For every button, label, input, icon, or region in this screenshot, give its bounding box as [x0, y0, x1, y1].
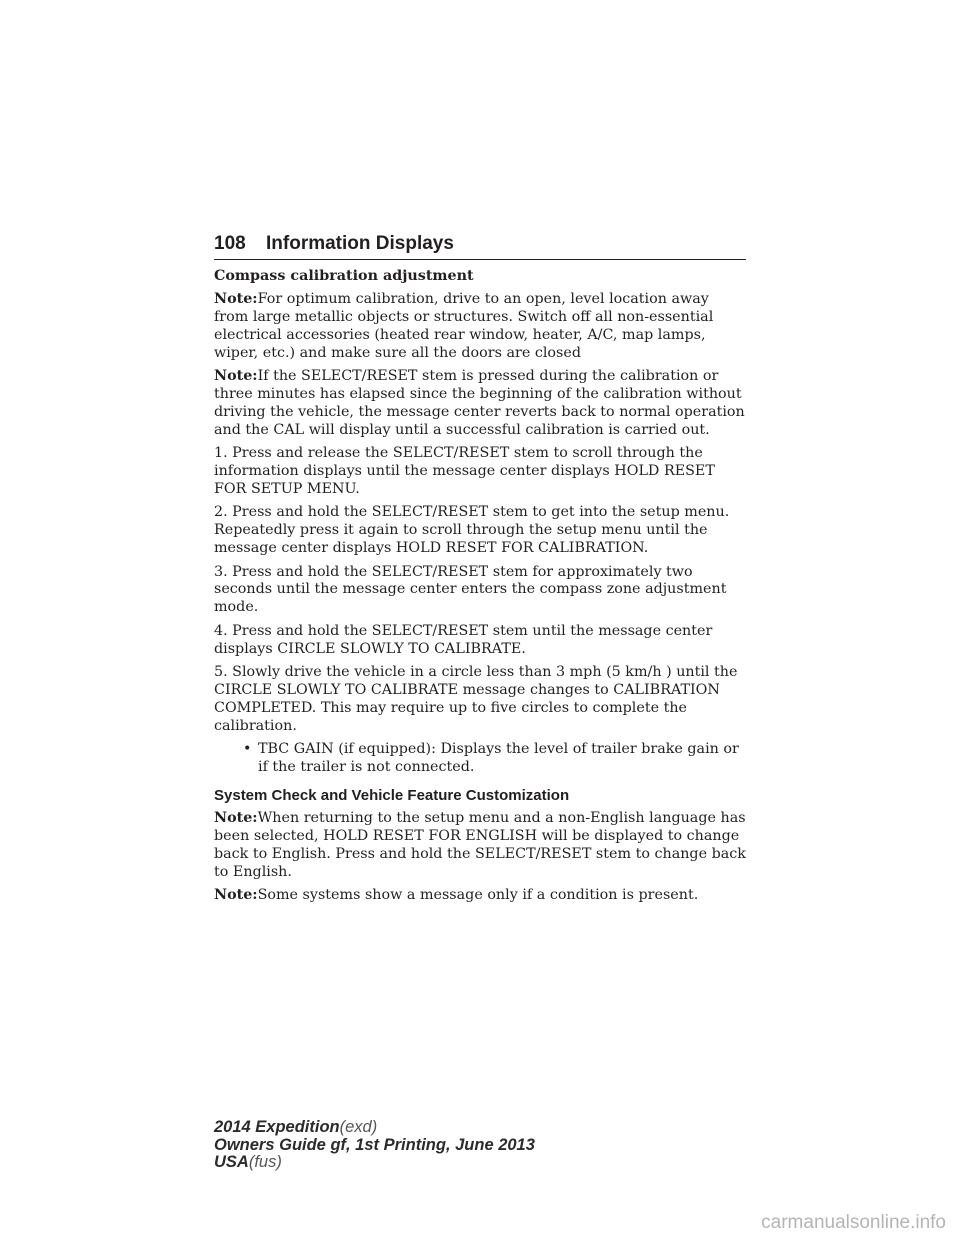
note-paragraph [214, 887, 747, 905]
subheading: Compass calibration adjustment [214, 268, 474, 284]
page-header [214, 229, 746, 260]
note-label: Note: [214, 887, 258, 903]
note-paragraph [214, 291, 747, 363]
note-text: Some systems show a message only if a condition is present. [257, 887, 699, 903]
section-heading: System Check and Vehicle Feature Customization [214, 786, 570, 804]
note-text: If the SELECT/RESET stem is pressed during the calibration or three minutes has elapsed since the beginning of the calibration without driving the vehicle, the message center reverts back to normal operation and the CAL will display until a successful calibration is carried out. [214, 368, 745, 439]
step-3: 3. Press and hold the SELECT/RESET stem for approximately two seconds until the message center enters the compass zone adjustment mode. [214, 563, 727, 616]
footer-market-code: (fus) [248, 1153, 282, 1171]
bullet-text: TBC GAIN (if equipped): Displays the level of trailer brake gain or if the trailer is not connected. [258, 740, 739, 775]
footer-market-line [214, 1154, 535, 1172]
page-number: 108 [214, 233, 246, 254]
note-text: For optimum calibration, drive to an open, level location away from large metallic objects or structures. Switch off all non-essential electrical accessories (heated rear window, heater, A/C, map lamps, wiper, etc.) and make sure all the doors are closed [214, 291, 714, 362]
footer-model-code: (exd) [339, 1118, 378, 1136]
section-title: Information Displays [266, 233, 454, 254]
page-content [214, 268, 747, 910]
watermark: carmanualsonline.info [761, 1212, 946, 1233]
note-paragraph [214, 368, 747, 440]
step-1: 1. Press and release the SELECT/RESET stem to scroll through the information displays until the message center displays HOLD RESET FOR SETUP MENU. [214, 445, 715, 498]
page-footer [214, 1119, 535, 1172]
note-label: Note: [214, 291, 258, 308]
step-2: 2. Press and hold the SELECT/RESET stem to get into the setup menu. Repeatedly press it again to scroll through the setup menu until the message center displays HOLD RESET FOR CALIBRATION. [214, 504, 730, 557]
footer-model-line [214, 1119, 535, 1137]
footer-market: USA [214, 1153, 249, 1171]
footer-model: 2014 Expedition [214, 1118, 340, 1136]
bullet-item [214, 741, 747, 777]
footer-guide: Owners Guide gf, 1st Printing, June 2013 [214, 1135, 535, 1154]
note-text: When returning to the setup menu and a non-English language has been selected, HOLD RESET FOR ENGLISH will be displayed to change back to English. Press and hold the SELECT/RESET stem to change back to English. [214, 809, 746, 880]
note-paragraph [214, 810, 747, 882]
step-4: 4. Press and hold the SELECT/RESET stem until the message center displays CIRCLE SLOWLY TO CALIBRATE. [214, 622, 713, 657]
note-label: Note: [214, 809, 258, 826]
note-label: Note: [214, 368, 258, 385]
bullet-icon: • [243, 740, 252, 757]
footer-guide-line [214, 1137, 535, 1155]
step-5: 5. Slowly drive the vehicle in a circle less than 3 mph (5 km/h ) until the CIRCLE SLOWLY TO CALIBRATE message changes to CALIBRATION COMPLETED. This may require up to five circles to complete the calibration. [214, 663, 738, 734]
